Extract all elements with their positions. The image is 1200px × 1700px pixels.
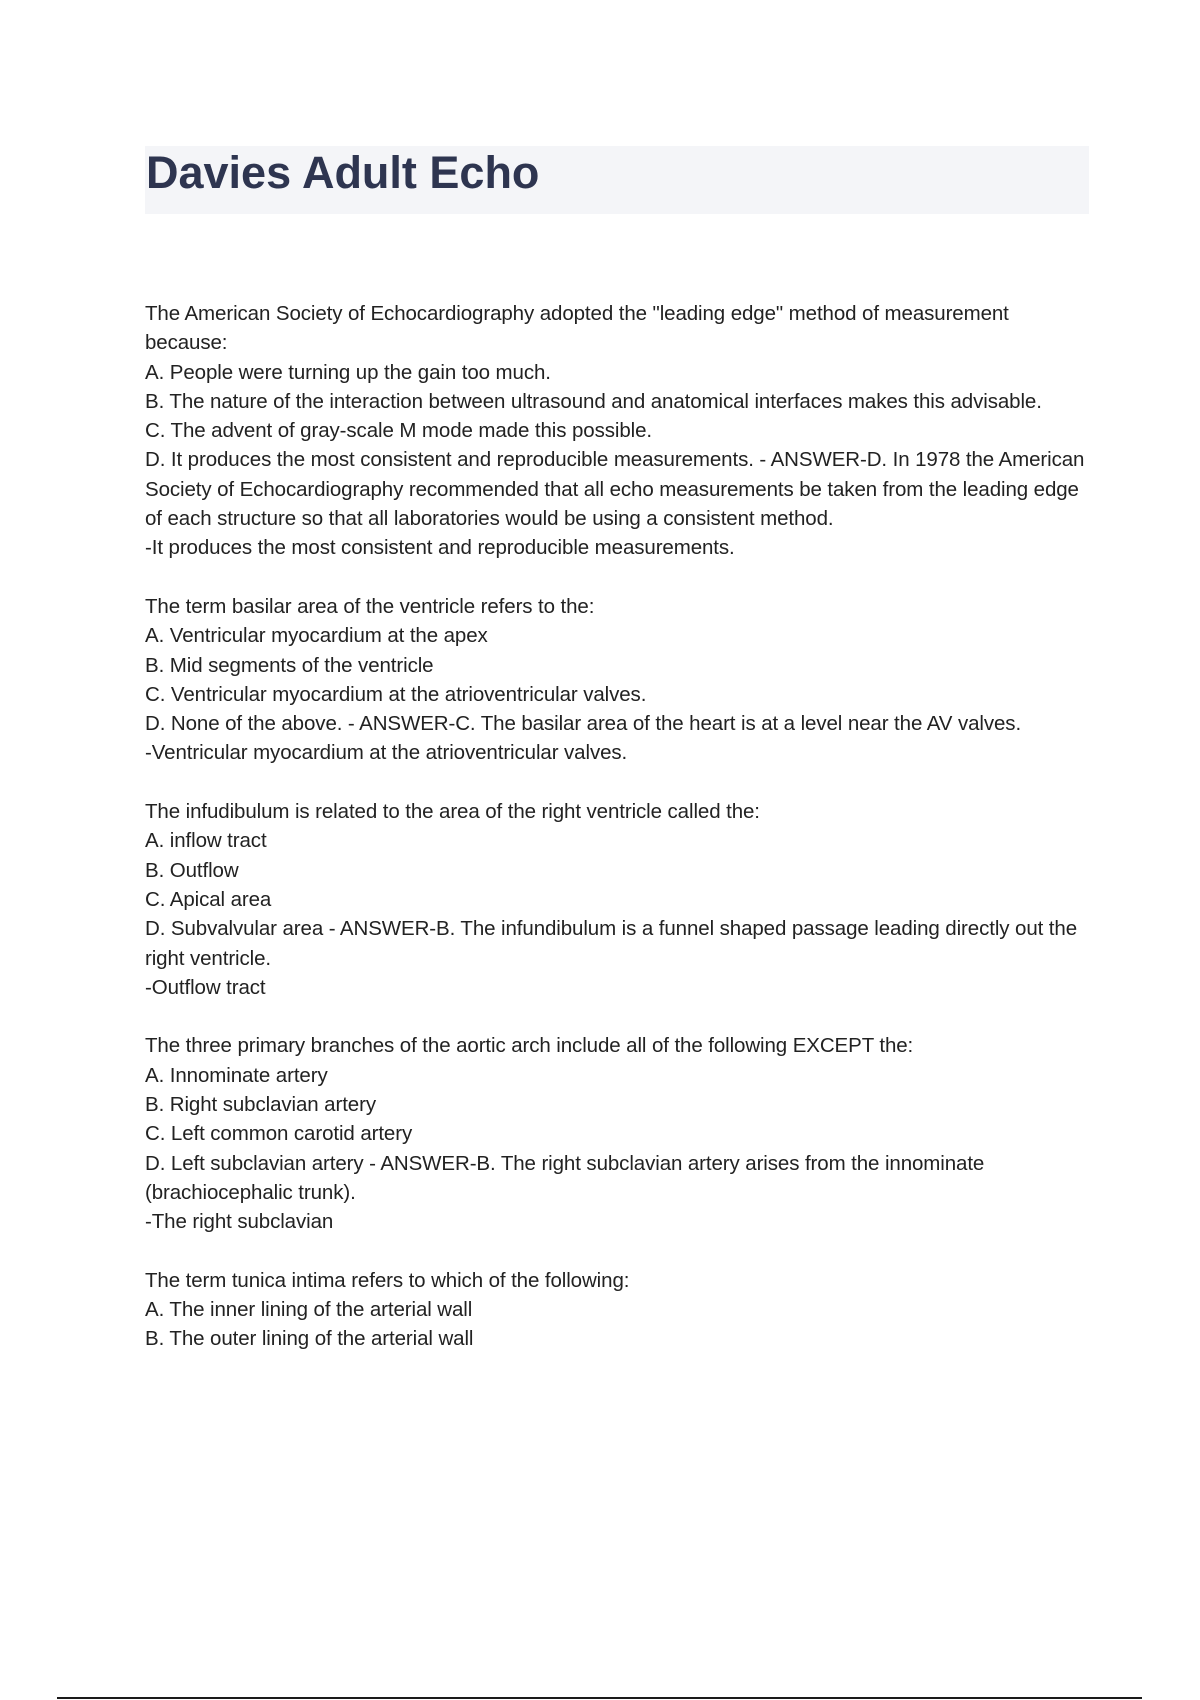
- answer-option: A. People were turning up the gain too much.: [145, 360, 551, 384]
- answer-option: C. The advent of gray-scale M mode made this possible.: [145, 419, 652, 443]
- answer-option: D. Subvalvular area - ANSWER-B. The infundibulum is a funnel shaped passage leading directly out the right ventricle.: [145, 917, 1078, 970]
- answer-option: A. Innominate artery: [145, 1063, 328, 1087]
- answer-option: A. The inner lining of the arterial wall: [145, 1298, 473, 1322]
- answer-option: B. Outflow: [145, 858, 239, 882]
- question-text: The three primary branches of the aortic arch include all of the following EXCEPT the:: [145, 1034, 914, 1058]
- question-block: [145, 592, 1085, 768]
- correct-answer: -The right subclavian: [145, 1210, 334, 1234]
- answer-option: B. Right subclavian artery: [145, 1093, 376, 1117]
- answer-option: B. The nature of the interaction between ultrasound and anatomical interfaces makes this advisable.: [145, 389, 1042, 413]
- question-text: The American Society of Echocardiography adopted the "leading edge" method of measurement because:: [145, 302, 1009, 355]
- correct-answer: -Ventricular myocardium at the atrioventricular valves.: [145, 741, 628, 765]
- document-body: [145, 299, 1085, 1383]
- answer-option: A. inflow tract: [145, 829, 267, 853]
- question-text: The term basilar area of the ventricle refers to the:: [145, 594, 595, 618]
- question-block: [145, 1266, 1085, 1354]
- footer-rule: [57, 1697, 1142, 1699]
- correct-answer: -It produces the most consistent and reproducible measurements.: [145, 536, 735, 560]
- answer-option: C. Ventricular myocardium at the atrioventricular valves.: [145, 682, 647, 706]
- answer-option: D. It produces the most consistent and reproducible measurements. - ANSWER-D. In 1978 the American Society of Echocardiography recommended that all echo measurements be taken from the leading edge of each structure so that all laboratories would be using a consistent method.: [145, 448, 1085, 531]
- question-block: [145, 797, 1085, 1002]
- document-title: Davies Adult Echo: [146, 147, 540, 198]
- answer-option: B. Mid segments of the ventricle: [145, 653, 434, 677]
- question-text: The term tunica intima refers to which of the following:: [145, 1268, 630, 1292]
- answer-option: A. Ventricular myocardium at the apex: [145, 624, 488, 648]
- answer-option: B. The outer lining of the arterial wall: [145, 1327, 474, 1351]
- question-block: [145, 1031, 1085, 1236]
- correct-answer: -Outflow tract: [145, 975, 266, 999]
- question-text: The infudibulum is related to the area of the right ventricle called the:: [145, 800, 760, 824]
- answer-option: D. None of the above. - ANSWER-C. The basilar area of the heart is at a level near the AV valves.: [145, 712, 1022, 736]
- answer-option: C. Apical area: [145, 887, 272, 911]
- question-block: [145, 299, 1085, 563]
- answer-option: D. Left subclavian artery - ANSWER-B. The right subclavian artery arises from the innominate (brachiocephalic trunk).: [145, 1151, 985, 1204]
- answer-option: C. Left common carotid artery: [145, 1122, 413, 1146]
